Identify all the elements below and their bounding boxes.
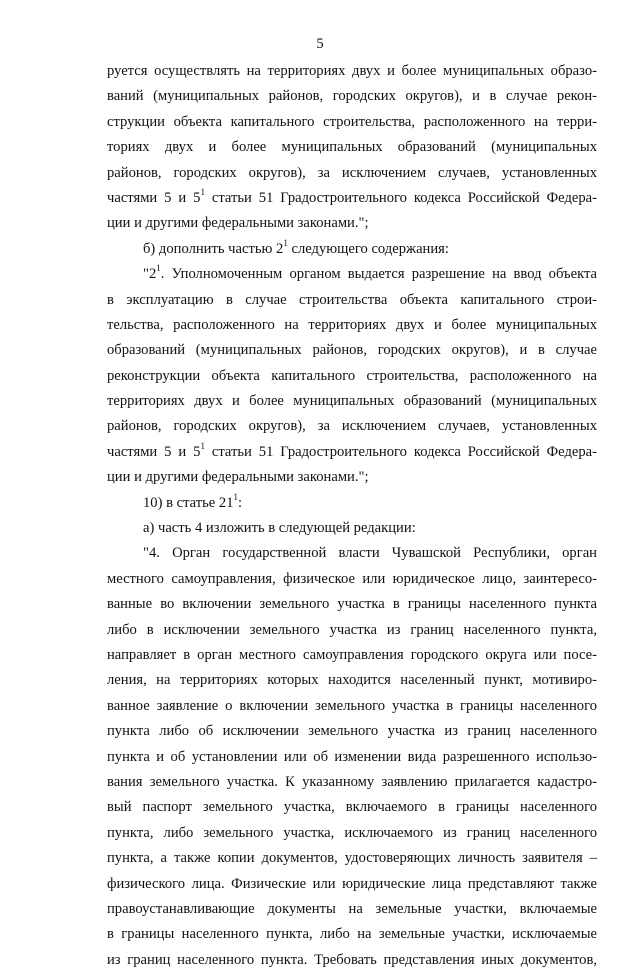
superscript: 1 — [200, 187, 205, 198]
text-line: пункта либо об исключении земельного участка из границ населенного — [107, 723, 597, 740]
text-line: либо в исключении земельного участка из границ населенного пункта, — [107, 621, 597, 638]
text-line — [107, 262, 597, 287]
text-line: вания земельного участка. К указанному заявлению прилагается кадастро- — [107, 773, 597, 790]
text-line: ваний (муниципальных районов, городских округов), и в случае рекон- — [107, 88, 597, 105]
document-body — [107, 59, 597, 973]
text-line: ториях двух и более муниципальных образований (муниципальных — [107, 139, 597, 156]
text-line: пункта и об установлении или об изменении вида разрешенного использо- — [107, 748, 597, 765]
text-line — [107, 237, 597, 262]
text-line: "4. Орган государственной власти Чувашской Республики, орган — [143, 545, 597, 562]
text-line: ления, на территориях которых находится населенный пункт, мотивиро- — [107, 672, 597, 689]
superscript: 1 — [233, 491, 239, 502]
superscript: 1 — [200, 441, 205, 451]
text-line: тельства, расположенного на территориях двух и более муниципальных — [107, 316, 597, 333]
superscript: 1 — [283, 237, 288, 248]
text-fragment: : — [238, 494, 243, 511]
text-line: ванное заявление о включении земельного участка в границы населенного — [107, 697, 597, 714]
text-fragment: следующего содержания: — [287, 240, 449, 257]
text-line: районов, городских округов), за исключением случаев, установленных — [107, 418, 597, 435]
text-line: из границ населенного пункта. Требовать представления иных документов, — [107, 951, 597, 968]
text-line: направляет в орган местного самоуправления городского округа или посе- — [107, 646, 597, 663]
text-line: местного самоуправления, физическое или юридическое лицо, заинтересо- — [107, 570, 597, 587]
text-line: вый паспорт земельного участка, включаемого в границы населенного — [107, 799, 597, 816]
text-line: в границы населенного пункта, либо на земельные участки, исключаемые — [107, 926, 597, 943]
text-fragment: б) дополнить частью 2 — [143, 240, 284, 257]
text-fragment: частями 5 и 5 — [107, 189, 201, 206]
text-line: районов, городских округов), за исключением случаев, установленных — [107, 164, 597, 181]
text-fragment: "2 — [143, 266, 157, 283]
text-fragment: частями 5 и 5 — [107, 443, 201, 460]
page-number: 5 — [316, 36, 324, 52]
text-line: территориях двух и более муниципальных образований (муниципальных — [107, 393, 597, 410]
text-fragment: статьи 51 Градостроительного кодекса Российской Федера- — [204, 443, 597, 460]
text-line: руется осуществлять на территориях двух и более муниципальных образо- — [107, 63, 597, 79]
text-line — [107, 186, 597, 211]
text-line: струкции объекта капитального строительства, расположенного на терри- — [107, 113, 597, 130]
text-line: физического лица. Физические или юридические лица представляют также — [107, 875, 597, 892]
text-line: реконструкции объекта капитального строительства, расположенного на — [107, 367, 597, 384]
text-line: ции и другими федеральными законами."; — [107, 469, 369, 486]
text-fragment: . Уполномоченным органом выдается разрешение на ввод объекта — [160, 266, 597, 283]
text-fragment: статьи 51 Градостроительного кодекса Российской Федера- — [204, 189, 597, 206]
superscript: 1 — [156, 263, 161, 274]
text-line — [107, 440, 597, 465]
text-line: правоустанавливающие документы на земельные участки, включаемые — [107, 900, 597, 917]
text-line: в эксплуатацию в случае строительства объекта капитального строи- — [107, 291, 597, 308]
text-line: ванные во включении земельного участка в границы населенного пункта — [107, 596, 597, 613]
text-line: а) часть 4 изложить в следующей редакции: — [143, 520, 416, 537]
text-line: пункта, а также копии документов, удостоверяющих личность заявителя – — [107, 850, 597, 867]
text-line — [107, 491, 597, 516]
text-line: образований (муниципальных районов, городских округов), и в случае — [107, 342, 597, 359]
text-line: пункта, либо земельного участка, исключаемого из границ населенного — [107, 824, 597, 841]
text-fragment: 10) в статье 21 — [143, 494, 234, 511]
text-line: ции и другими федеральными законами."; — [107, 215, 369, 232]
